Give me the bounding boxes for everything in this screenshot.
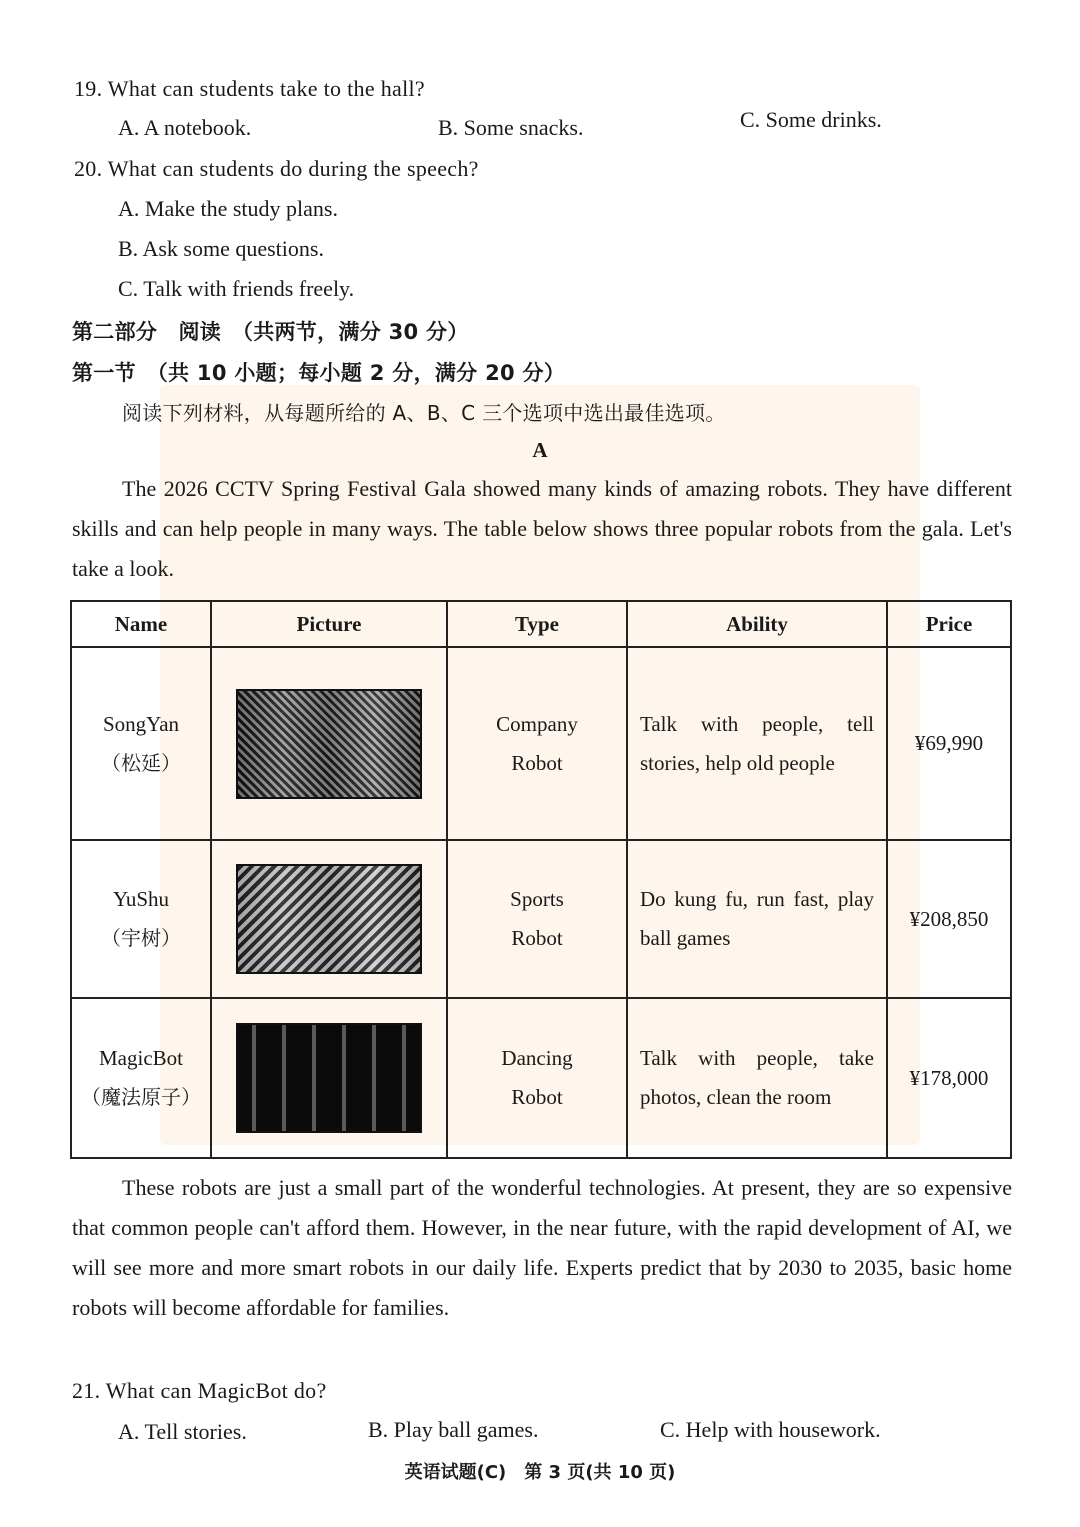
robot-price: ¥208,850 [887,840,1011,998]
question-19-option-a: A. A notebook. [118,115,252,140]
robot-type-cell [447,840,627,998]
robot-ability: Talk with people, take photos, clean the room [627,998,887,1158]
question-20-option-a: A. Make the study plans. [118,196,338,221]
robot-photo-magicbot [236,1023,422,1133]
robot-name-cell [71,840,211,998]
robot-price: ¥69,990 [887,647,1011,840]
question-21-stem: 21. What can MagicBot do? [72,1378,327,1403]
robot-name-en: MagicBot [99,1046,183,1070]
passage-closing [72,1168,1012,1328]
robot-name-en: YuShu [112,887,170,911]
header-price: Price [887,601,1011,647]
section-one-title: 第一节 （共 10 小题；每小题 2 分，满分 20 分） [72,361,566,385]
header-picture: Picture [211,601,447,647]
robot-type-line2: Robot [511,926,563,950]
passage-closing-text: These robots are just a small part of the wonderful technologies. At present, they are so expensive that common people can't afford them. However, in the near future, with the rapid development of AI, we will see more and more smart robots in our daily life. Experts predict that by 2030 to 2035, basic home robots will become affordable for families. [72,1175,1012,1320]
robot-picture-cell [211,840,447,998]
question-21-option-c: C. Help with housework. [660,1417,881,1442]
robot-name-cn: （魔法原子） [81,1085,201,1109]
robot-name-cn: （松延） [101,750,181,775]
passage-intro-text: The 2026 CCTV Spring Festival Gala showed many kinds of amazing robots. They have different skills and can help people in many ways. The table below shows three popular robots from the gala. Let's take a look. [72,476,1012,581]
robot-name-en: SongYan [102,711,180,736]
robot-ability: Do kung fu, run fast, play ball games [627,840,887,998]
table-header-row [71,601,1011,647]
robot-type-line1: Dancing [501,1046,573,1070]
table-row [71,998,1011,1158]
robot-type-line2: Robot [511,750,563,775]
robot-type-line2: Robot [511,1085,563,1109]
robot-type-cell [447,647,627,840]
passage-intro [72,469,1012,589]
robot-name-cell [71,998,211,1158]
robot-picture-cell [211,647,447,840]
question-20-option-b: B. Ask some questions. [118,236,324,261]
question-20-stem: 20. What can students do during the speech? [74,156,479,181]
question-21-option-b: B. Play ball games. [368,1417,539,1442]
question-20-option-c: C. Talk with friends freely. [118,276,355,301]
robot-price: ¥178,000 [887,998,1011,1158]
passage-label: A [532,438,548,462]
question-19-stem: 19. What can students take to the hall? [74,76,425,101]
robot-photo-songyan [236,689,422,799]
robot-name-cn: （宇树） [101,926,181,950]
robot-ability: Talk with people, tell stories, help old people [627,647,887,840]
header-type: Type [447,601,627,647]
question-19-option-b: B. Some snacks. [438,115,584,140]
question-19-option-c: C. Some drinks. [740,107,882,132]
question-21-option-a: A. Tell stories. [118,1419,247,1444]
part-two-title: 第二部分 阅读 （共两节，满分 30 分） [72,320,469,344]
table-row [71,840,1011,998]
robot-picture-cell [211,998,447,1158]
robot-name-cell [71,647,211,840]
robot-type-line1: Sports [510,887,564,911]
table-row [71,647,1011,840]
robot-photo-yushu [236,864,422,974]
robot-type-cell [447,998,627,1158]
reading-instruction: 阅读下列材料，从每题所给的 A、B、C 三个选项中选出最佳选项。 [122,401,726,425]
page-footer: 英语试题(C) 第 3 页(共 10 页) [404,1462,676,1483]
header-ability: Ability [627,601,887,647]
robots-table [70,600,1012,1159]
robot-type-line1: Company [496,711,578,736]
header-name: Name [71,601,211,647]
